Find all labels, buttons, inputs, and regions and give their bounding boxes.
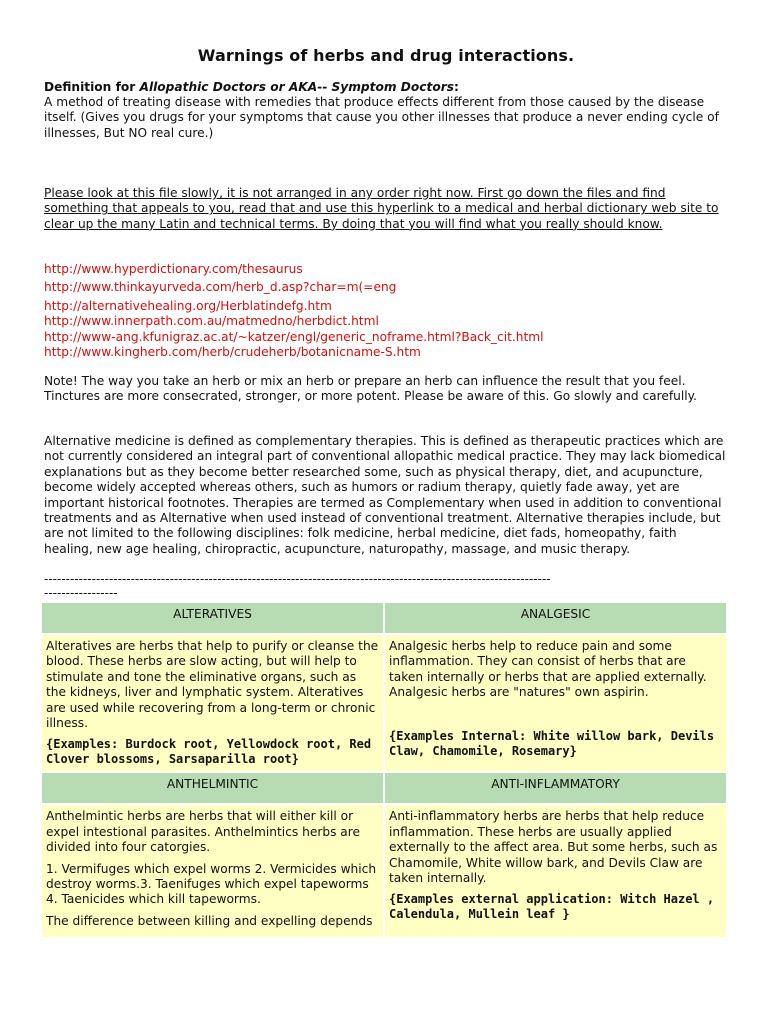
anti-inflammatory-examples: {Examples external application: Witch Hazel , Calendula, Mullein leaf }	[389, 892, 715, 922]
herbs-table	[40, 601, 728, 939]
table-row	[42, 805, 726, 937]
definition-label: Definition for	[44, 80, 136, 94]
definition-term2: Symptom Doctors	[331, 80, 454, 94]
cell-alteratives	[42, 635, 383, 771]
header-analgesic: ANALGESIC	[385, 603, 726, 633]
cell-anthelmintic	[42, 805, 383, 937]
definition-heading	[44, 80, 728, 95]
definition-colon: :	[453, 80, 459, 94]
definition-body: A method of treating disease with remedies that produce effects different from those caused by the disease itself. (Gives you drugs for your symptoms that cause you other illnesses that produce a never ending cycle of illnesses, But NO real cure.)	[44, 95, 719, 140]
anthelmintic-body: Anthelmintic herbs are herbs that will either kill or expel intestional parasites. Anthelmintics herbs are divided into four catorgies.	[46, 809, 361, 855]
link-alternativehealing[interactable]: http://alternativehealing.org/Herblatindefg.htm	[44, 298, 332, 313]
document-title: Warnings of herbs and drug interactions.	[197, 46, 575, 65]
link-katzer[interactable]: http://www-ang.kfunigraz.ac.at/~katzer/engl/generic_noframe.html?Back_cit.html	[44, 329, 544, 344]
divider-line-1: ---------------------------------------------------------------------------------------------------------------------	[44, 572, 551, 586]
divider-line-2: -----------------	[44, 586, 118, 600]
header-alteratives: ALTERATIVES	[42, 603, 383, 633]
definition-dashes: --	[317, 80, 328, 94]
header-anthelmintic: ANTHELMINTIC	[42, 773, 383, 803]
cell-anti-inflammatory	[385, 805, 726, 937]
alternative-medicine-text: Alternative medicine is defined as complementary therapies. This is defined as therapeutic practices which are not currently considered an integral part of conventional allopathic medical practice. They may lack biomedical explanations but as they become better researched some, such as physical therapy, diet, and acupuncture, become widely accepted whereas others, such as humors or radium therapy, quietly fade away, yet are important historical footnotes. Therapies are termed as Complementary when used in addition to conventional treatments and as Alternative when used instead of conventional treatment. Alternative therapies include, but are not limited to the following disciplines: folk medicine, herbal medicine, diet fads, homeopathy, faith healing, new age healing, chiropractic, acupuncture, naturopathy, massage, and music therapy.	[44, 434, 726, 556]
note-text: Note! The way you take an herb or mix an herb or prepare an herb can influence the result that you feel. Tinctures are more consecrated, stronger, or more potent. Please be aware of this. Go slowly and carefully.	[44, 374, 698, 404]
link-thinkayurveda[interactable]: http://www.thinkayurveda.com/herb_d.asp?char=m(=eng	[44, 280, 397, 295]
table-row	[42, 773, 726, 803]
alteratives-body: Alteratives are herbs that help to purify or cleanse the blood. These herbs are slow acting, but will help to stimulate and tone the eliminative organs, such as the kidneys, liver and lymphatic system. Alteratives are used while recovering from a long-term or chronic illness.	[46, 639, 379, 731]
header-anti-inflammatory: ANTI-INFLAMMATORY	[385, 773, 726, 803]
analgesic-body: Analgesic herbs help to reduce pain and some inflammation. They can consist of herbs that are taken internally or herbs that are applied externally. Analgesic herbs are "natures" own aspirin.	[389, 639, 707, 700]
anthelmintic-more: The difference between killing and expelling depends	[46, 913, 373, 928]
definition-term: Allopathic Doctors or AKA	[139, 80, 318, 94]
anthelmintic-list: 1. Vermifuges which expel worms 2. Vermicides which destroy worms.3. Taenifuges which expel tapeworms 4. Taenicides which kill tapeworms.	[46, 861, 377, 907]
table-row	[42, 635, 726, 771]
link-list	[44, 262, 728, 360]
instruction-text: Please look at this file slowly, it is not arranged in any order right now. First go down the files and find something that appeals to you, read that and use this hyperlink to a medical and herbal dictionary web site to clear up the many Latin and technical terms. By doing that you will find what you really should know.	[44, 186, 719, 231]
link-innerpath[interactable]: http://www.innerpath.com.au/matmedno/herbdict.html	[44, 314, 379, 329]
link-kingherb[interactable]: http://www.kingherb.com/herb/crudeherb/botanicname-S.htm	[44, 345, 421, 360]
analgesic-examples: {Examples Internal: White willow bark, Devils Claw, Chamomile, Rosemary}	[389, 728, 715, 758]
cell-analgesic	[385, 635, 726, 771]
divider-dashes	[44, 572, 728, 600]
alteratives-examples: {Examples: Burdock root, Yellowdock root, Red Clover blossoms, Sarsaparilla root}	[46, 737, 372, 767]
anti-inflammatory-body: Anti-inflammatory herbs are herbs that help reduce inflammation. These herbs are usually applied externally to the affect area. But some herbs, such as Chamomile, White willow bark, and Devils Claw are taken internally.	[389, 809, 718, 886]
link-hyperdictionary[interactable]: http://www.hyperdictionary.com/thesaurus	[44, 262, 303, 276]
table-row	[42, 603, 726, 633]
